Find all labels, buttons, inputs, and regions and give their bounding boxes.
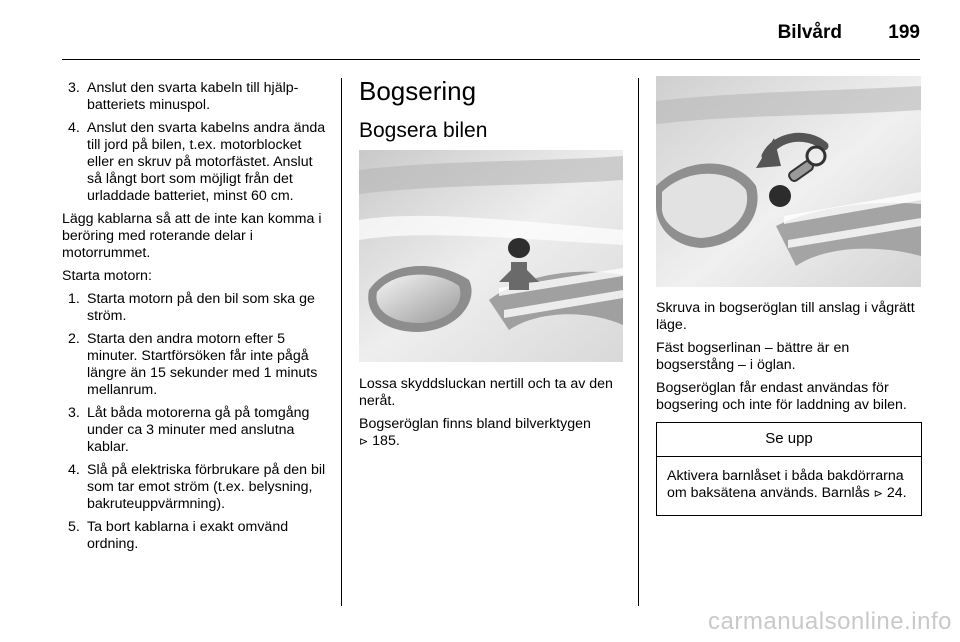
list-item: 5. Ta bort kablarna i exakt omvänd ordning. bbox=[68, 519, 289, 552]
list-item: 1. Starta motorn på den bil som ska ge ström. bbox=[68, 291, 315, 324]
header-divider bbox=[62, 59, 920, 60]
screw-paragraph: Skruva in bogseröglan till anslag i vågrätt läge. bbox=[656, 300, 915, 333]
column-right bbox=[656, 300, 922, 516]
list-item: 4. Anslut den svarta kabelns andra ända till jord på bilen, t.ex. motorblocket eller en skruv på motorfästet. Anslut så långt bort som möjligt från det urladdade batteriet, minst 60 cm. bbox=[68, 120, 326, 204]
watermark: carmanualsonline.info bbox=[708, 608, 952, 635]
tow-eye-location-paragraph: Bogseröglan finns bland bilverktygen ⊳ 185. bbox=[359, 416, 591, 449]
list-item: 3. Låt båda motorerna gå på tomgång under ca 3 minuter med anslutna kablar. bbox=[68, 405, 310, 455]
list-item: 2. Starta den andra motorn efter 5 minuter. Startförsöken får inte pågå längre än 15 sekunder med 1 minuts mellanrum. bbox=[68, 331, 318, 398]
arrow-ref-icon: ⊳ bbox=[873, 488, 883, 500]
page-number: 199 bbox=[888, 22, 920, 43]
usage-paragraph: Bogseröglan får endast användas för bogsering och inte för laddning av bilen. bbox=[656, 380, 907, 413]
header-title: Bilvård bbox=[777, 22, 842, 43]
section-subheading: Bogsera bilen bbox=[359, 119, 488, 142]
caution-box bbox=[656, 422, 922, 516]
start-engine-paragraph: Starta motorn: bbox=[62, 268, 152, 284]
column-middle bbox=[359, 76, 623, 158]
page-reference-link[interactable]: 185. bbox=[372, 433, 400, 449]
tow-eye-illustration bbox=[656, 76, 921, 287]
page-reference-link[interactable]: 24. bbox=[886, 485, 907, 501]
list-item: 4. Slå på elektriska förbrukare på den bil som tar emot ström (t.ex. belysning, bakruteuppvärmning). bbox=[68, 462, 326, 512]
cover-paragraph: Lossa skyddsluckan nertill och ta av den neråt. bbox=[359, 376, 613, 409]
jumpstart-steps-continued bbox=[62, 80, 327, 205]
section-heading: Bogsering bbox=[359, 76, 477, 106]
cable-warning-paragraph: Lägg kablarna så att de inte kan komma i beröring med roterande delar i motorrummet. bbox=[62, 211, 322, 261]
column-divider-2 bbox=[638, 78, 639, 606]
column-left bbox=[62, 80, 327, 559]
arrow-ref-icon: ⊳ bbox=[359, 436, 369, 448]
caution-body: Aktivera barnlåset i båda bakdörrarna om baksätena används. Barnlås ⊳ 24. bbox=[667, 468, 907, 501]
rope-paragraph: Fäst bogserlinan – bättre är en bogserstång – i öglan. bbox=[656, 340, 850, 373]
list-item: 3. Anslut den svarta kabeln till hjälpbatteriets minuspol. bbox=[68, 80, 299, 113]
start-engine-steps bbox=[62, 291, 327, 553]
tow-cover-illustration bbox=[359, 150, 623, 362]
column-middle-lower bbox=[359, 376, 625, 457]
column-divider-1 bbox=[341, 78, 342, 606]
caution-title: Se upp bbox=[657, 423, 921, 457]
